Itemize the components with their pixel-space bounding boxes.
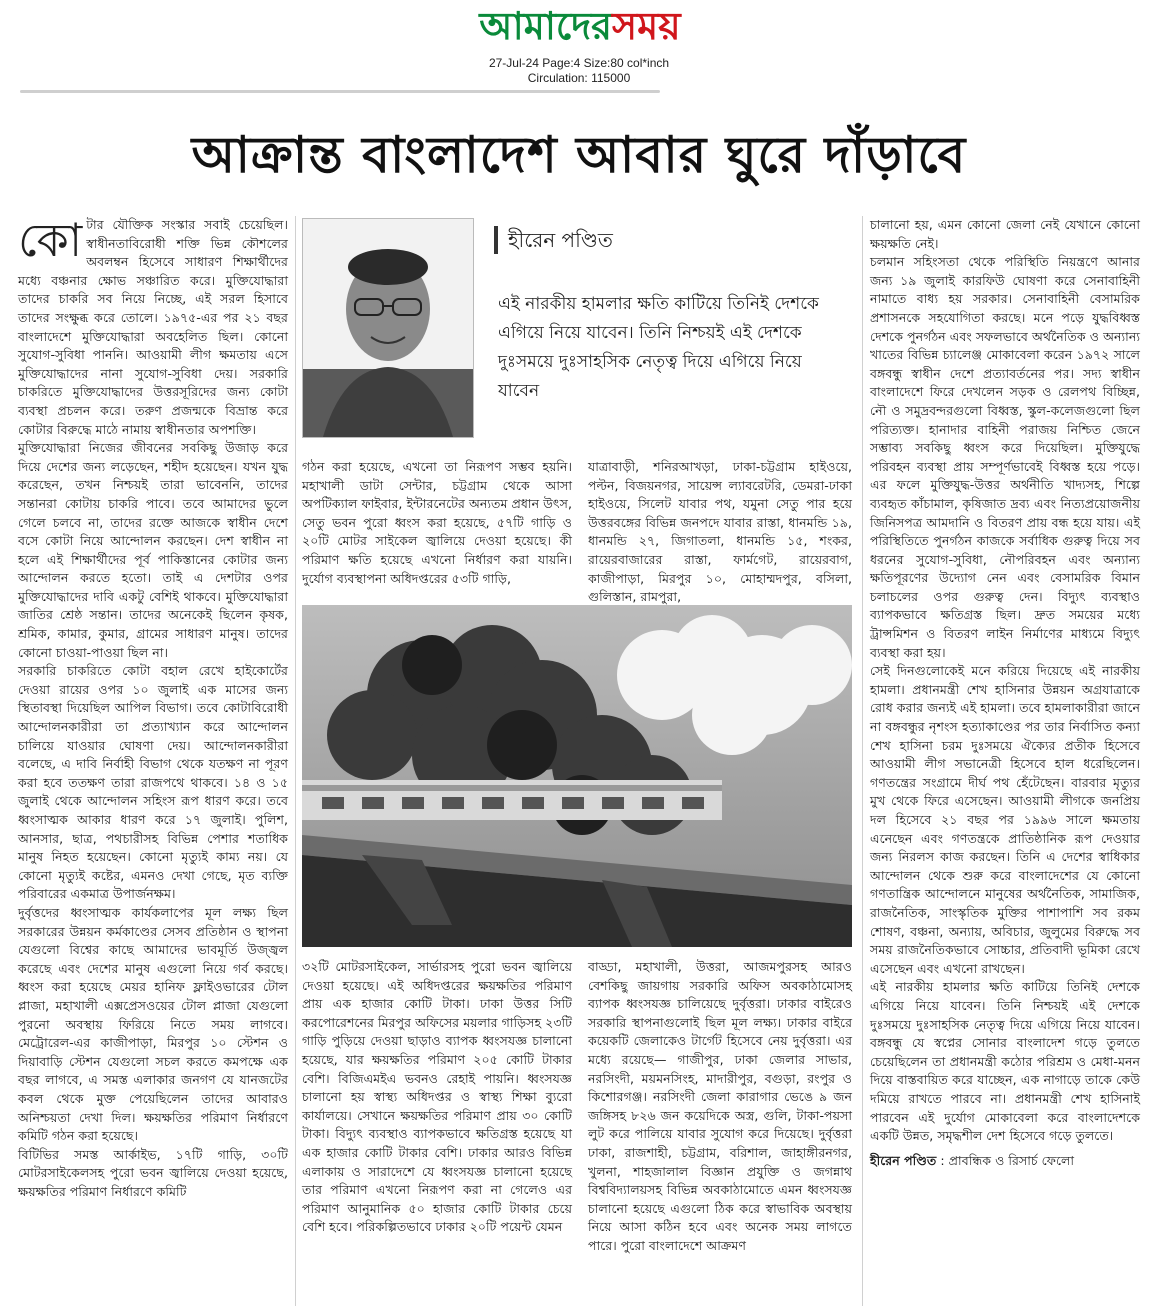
paragraph-text: টার যৌক্তিক সংস্কার সবাই চেয়েছিল। স্বাধীনতাবিরোধী শক্তি ভিন্ন কৌশলের অবলম্বন হিসেবে সাধারণ শিক্ষার্থীদের মধ্যে বঞ্চনার ক্ষোভ সঞ্চারিত করে। মুক্তিযোদ্ধারা তাদের চাকরি সব নিয়ে নিচ্ছে, এই সরল হিসাবে তাদের সংক্ষুব্ধ করে তোলে। ১৯৭৫-এর পর ২১ বছর বাংলাদেশে মুক্তিযোদ্ধারা অবহেলিত ছিল। কোনো সুযোগ-সুবিধা পাননি। আওয়ামী লীগ ক্ষমতায় এসে মুক্তিযোদ্ধাদের নানা সুযোগ-সুবিধা দেয়। সরকারি চাকরিতে মুক্তিযোদ্ধাদের উত্তরসূরিদের জন্য কোটা ব্যবস্থা প্রচলন করে। তরুণ প্রজন্মকে বিভ্রান্ত করে কোটার বিরুদ্ধে মাঠে নামায় স্বাধীনতার অপশক্তি।: [18, 217, 288, 437]
article-paragraph: চলমান সহিংসতা থেকে পরিস্থিতি নিয়ন্ত্রণে আনার জন্য ১৯ জুলাই কারফিউ ঘোষণা করে সেনাবাহিনী নামাতে বাধ্য হয় সরকার। সেনাবাহিনী বেসামরিক প্রশাসনকে সহযোগিতা করছে। মনে পড়ে যুদ্ধবিধ্বস্ত দেশকে পুনর্গঠন এবং সফলভাবে অর্থনৈতিক ও অন্যান্য খাতের বিভিন্ন চ্যালেঞ্জ মোকাবেলা করেন ১৯৭২ সালে বঙ্গবন্ধু স্বাধীন দেশে প্রত্যাবর্তনের পর। সদ্য স্বাধীন বাংলাদেশে ফিরে দেখলেন সড়ক ও রেলপথ বিচ্ছিন্ন, নৌ ও সমুদ্রবন্দরগুলো বিধ্বস্ত, স্কুল-কলেজগুলো ছিল পরিত্যক্ত। হানাদার বাহিনী পরাজয় নিশ্চিত জেনে সম্ভাব্য সবকিছু ধ্বংস করে দিয়েছিল। মুক্তিযুদ্ধে পরিবহন ব্যবস্থা প্রায় সম্পূর্ণভাবেই বিধ্বস্ত হয়ে পড়ে। এর ফলে মুক্তিযুদ্ধ-উত্তর অর্থনীতি খাদ্যসহ, শিল্পে ব্যবহৃত কাঁচামাল, কৃষিজাত দ্রব্য এবং নিত্যপ্রয়োজনীয় জিনিসপত্র আমদানি ও বিতরণ প্রায় বন্ধ হয়ে যায়। এই পরিস্থিতিতে পুনর্গঠন কাজকে সর্বাধিক গুরুত্ব দিয়ে সব ধরনের সুযোগ-সুবিধা, নৌপরিবহন এবং অন্যান্য ক্ষতিপূরণের উদ্যোগ নেন এবং বেসামরিক বিমান চলাচলের ওপর গুরুত্ব দেন। বিদ্যুৎ ব্যবস্থাও ব্যাপকভাবে ক্ষতিগ্রস্ত ছিল। দ্রুত সময়ের মধ্যে ট্রান্সমিশন ও বিতরণ লাইন নির্মাণের মাধ্যমে বিদ্যুৎ ব্যবস্থা করা হয়।: [870, 254, 1140, 660]
article-column-3-top: [588, 458, 852, 605]
article-paragraph: সেই দিনগুলোকেই মনে করিয়ে দিয়েছে এই নারকীয় হামলা। প্রধানমন্ত্রী শেখ হাসিনার উন্নয়ন অগ্রযাত্রাকে রোধ করার জন্যই এই হামলা। তবে হামলাকারীরা জানে না বঙ্গবন্ধুর নৃশংস হত্যাকাণ্ডের পর তার নির্বাসিত কন্যা শেখ হাসিনা চরম দুঃসময়ে ঐক্যের প্রতীক হিসেবে আওয়ামী লীগ সভানেত্রী হিসেবে হাল ধরেছিলেন। গণতন্ত্রের সংগ্রামে দীর্ঘ পথ হেঁটেছেন। বারবার মৃত্যুর মুখ থেকে ফিরে এসেছেন। আওয়ামী লীগকে জনপ্রিয় দল হিসেবে ২১ বছর পর ১৯৯৬ সালে ক্ষমতায় এনেছেন এবং গণতন্ত্রকে প্রাতিষ্ঠানিক রূপ দেওয়ার জন্য নিরলস কাজ করছেন। তিনি এ দেশের স্বাধিকার আন্দোলন থেকে শুরু করে বাংলাদেশের যে কোনো গণতান্ত্রিক আন্দোলনে মানুষের অর্থনৈতিক, সামাজিক, রাজনৈতিক, সাংস্কৃতিক মুক্তির পাশাপাশি সব রকম শোষণ, বঞ্চনা, অন্যায়, অবিচার, জুলুমের বিরুদ্ধে সব সময় রাজনৈতিকভাবে সোচ্চার, প্রতিবাদী ভূমিকা রেখে এসেছেন এবং এখনো রাখছেন।: [870, 663, 1140, 976]
article-paragraph: মুক্তিযোদ্ধারা নিজের জীবনের সবকিছু উজাড় করে দিয়ে দেশের জন্য লড়েছেন, শহীদ হয়েছেন। যখন যুদ্ধ করেছেন, তখন নিশ্চয়ই তারা ভাবেননি, তাদের সন্তানরা কোটায় চাকরি পাবে। তবে আমাদের ভুলে গেলে চলবে না, তাদের রক্তে আজকে স্বাধীন দেশে বসে কোটা নিয়ে আন্দোলন করছেন। দেশ স্বাধীন না হলে এই শিক্ষার্থীদের পূর্ব পাকিস্তানের কোটার জন্য আন্দোলন করতে হতো। তাই এ দেশটার ওপর মুক্তিযোদ্ধাদের দাবি একটু বেশিই থাকবে। মুক্তিযোদ্ধারা জাতির শ্রেষ্ঠ সন্তান। তাদের অনেকেই ছিলেন কৃষক, শ্রমিক, কামার, কুমার, গ্রামের সাধারণ মানুষ। তাদের কোনো চাওয়া-পাওয়া ছিল না।: [18, 440, 288, 660]
byline: হীরেন পণ্ডিত: [494, 226, 613, 254]
article-headline: আক্রান্ত বাংলাদেশ আবার ঘুরে দাঁড়াবে: [191, 125, 967, 184]
article-paragraph: চালানো হয়, এমন কোনো জেলা নেই যেখানে কোনো ক্ষয়ক্ষতি নেই।: [870, 217, 1140, 251]
article-paragraph: গঠন করা হয়েছে, এখনো তা নিরূপণ সম্ভব হয়নি। মহাখালী ডাটা সেন্টার, চট্টগ্রাম থেকে আসা অপটিক্যাল ফাইবার, ইন্টারনেটের অন্যতম প্রধান উৎস, সেতু ভবন পুরো ধ্বংস করা হয়েছে, ৫৭টি গাড়ি ও ২০টি মোটর সাইকেল জ্বালিয়ে দেওয়া হয়েছে। কী পরিমাণ ক্ষতি হয়েছে এখনো নির্ধারণ করা যায়নি। দুর্যোগ ব্যবস্থাপনা অধিদপ্তরের ৫৩টি গাড়ি,: [302, 459, 572, 586]
article-column-3-bottom: [588, 958, 852, 1308]
author-role: : প্রাবন্ধিক ও রিসার্চ ফেলো: [940, 1152, 1075, 1168]
logo-part1: আমাদের: [479, 4, 612, 48]
article-paragraph: বিটিভির সমস্ত আর্কাইভ, ১৭টি গাড়ি, ৩০টি মোটরসাইকেলসহ পুরো ভবন জ্বালিয়ে দেওয়া হয়েছে, ক্ষয়ক্ষতির পরিমাণ নির্ধারণে কমিটি: [18, 1146, 288, 1199]
clipping-meta-line1: 27-Jul-24 Page:4 Size:80 col*inch: [488, 56, 670, 70]
pull-quote: এই নারকীয় হামলার ক্ষতি কাটিয়ে তিনিই দেশকে এগিয়ে নিয়ে যাবেন। তিনি নিশ্চয়ই এই দেশকে দুঃসময়ে দুঃসাহসিক নেতৃত্ব দিয়ে এগিয়ে নিয়ে যাবেন: [498, 294, 819, 401]
article-column-2-bottom: [302, 958, 572, 1308]
news-photo: [302, 605, 852, 947]
author-photo: [302, 218, 474, 438]
article-column-4: [870, 216, 1140, 1306]
article-paragraph: যাত্রাবাড়ী, শনিরআখড়া, ঢাকা-চট্টগ্রাম হাইওয়ে, পল্টন, বিজয়নগর, সায়েন্স ল্যাবরেটরি, ডেমরা-ঢাকা হাইওয়ে, সিলেট যাবার পথ, যমুনা সেতু পার হয়ে উত্তরবঙ্গের বিভিন্ন জনপদে যাবার রাস্তা, ধানমন্ডি ১৯, ধানমন্ডি ২৭, জিগাতলা, ধানমন্ডি ১৫, শংকর, রায়েরবাজারের রাস্তা, ফার্মগেট, রায়েরবাগ, কাজীপাড়া, মিরপুর ১০, মোহাম্মদপুর, বসিলা, গুলিস্তান, রামপুরা,: [588, 459, 852, 605]
author-note: [870, 1152, 1140, 1171]
clipping-meta: [0, 56, 1158, 86]
clipping-meta-line2: Circulation: 115000: [527, 71, 631, 85]
article-paragraph: সরকারি চাকরিতে কোটা বহাল রেখে হাইকোর্টের দেওয়া রায়ের ওপর ১০ জুলাই এক মাসের জন্য স্থিতাবস্থা দিয়েছিল আপিল বিভাগ। তবে কোটাবিরোধী আন্দোলনকারীরা তা প্রত্যাখ্যান করে আন্দোলন চালিয়ে যাওয়ার ঘোষণা দেয়। আন্দোলনকারীরা বলেছে, এ দাবি নির্বাহী বিভাগ থেকে যতক্ষণ না পূরণ করা হবে ততক্ষণ তারা রাজপথে থাকবে। ১৪ ও ১৫ জুলাই থেকে আন্দোলন সহিংস রূপ ধারণ করে। তবে ধ্বংসাত্মক আকার ধারণ করে ১৭ জুলাই। পুলিশ, আনসার, ছাত্র, পথচারীসহ বিভিন্ন পেশার শতাধিক মানুষ নিহত হয়েছেন। কোনো মৃত্যুই কাম্য নয়। যে কোনো মৃত্যুই কষ্টের, এমনও দেখা গেছে, মৃত ব্যক্তি পরিবারের একমাত্র উপার্জনক্ষম।: [18, 663, 288, 902]
masthead-divider: [20, 90, 660, 93]
article-paragraph: বাড্ডা, মহাখালী, উত্তরা, আজমপুরসহ আরও বেশকিছু জায়গায় সরকারি অফিস অবকাঠামোসহ ব্যাপক ধ্বংসযজ্ঞ চালিয়েছে দুর্বৃত্তরা। ঢাকার বাইরেও সরকারি স্থাপনাগুলোই ছিল মূল লক্ষ্য। ঢাকার বাইরে কয়েকটি জেলাকেও টার্গেট হিসেবে নেয় দুর্বৃত্তরা। এর মধ্যে রয়েছে— গাজীপুর, ঢাকা জেলার সাভার, নরসিংদী, ময়মনসিংহ, মাদারীপুর, বগুড়া, রংপুর ও কিশোরগঞ্জ। নরসিংদী জেলা কারাগার ভেঙে ৯ জন জঙ্গিসহ ৮২৬ জন কয়েদিকে অস্ত্র, গুলি, টাকা-পয়সা লুট করে পালিয়ে যাবার সুযোগ করে দিয়েছে। দুর্বৃত্তরা ঢাকা, রাজশাহী, চট্টগ্রাম, বরিশাল, জাহাঙ্গীরনগর, খুলনা, শাহজালাল বিজ্ঞান প্রযুক্তি ও জগন্নাথ বিশ্ববিদ্যালয়সহ বিভিন্ন অবকাঠামোতে এমন ধ্বংসযজ্ঞ চালানো হয়েছে এগুলো ঠিক করে স্বাভাবিক অবস্থায় নিয়ে আসা কঠিন হবে এবং অনেক সময় লাগতে পারে। পুরো বাংলাদেশে আক্রমণ: [588, 959, 852, 1253]
article-column-1: [18, 213, 288, 1306]
newspaper-logo: [440, 4, 720, 48]
article-paragraph: দুর্বৃত্তদের ধ্বংসাত্মক কার্যকলাপের মূল লক্ষ্য ছিল সরকারের উন্নয়ন কর্মকাণ্ডের সেসব প্রতিষ্ঠান ও স্থাপনা যেগুলো বিশ্বের কাছে আমাদের ভাবমূর্তি উজ্জ্বল করেছে এবং দেশের মানুষ এগুলো নিয়ে গর্ব করছে। ধ্বংস করা হয়েছে মেয়র হানিফ ফ্লাইওভারের টোল প্লাজা, মহাখালী এক্সপ্রেসওয়ের টোল প্লাজা যেগুলো পুরনো অবস্থায় ফিরিয়ে নিতে সময় লাগবে। মেট্রোরেল-এর কাজীপাড়া, মিরপুর ১০ স্টেশন ও দিয়াবাড়ি স্টেশন যেগুলো সচল করতে কমপক্ষে এক বছর লাগবে, এ সমস্ত এলাকার জনগণ যে যানজটের কবল থেকে মুক্ত পেয়েছিলেন তাদের আবারও অনিশ্চয়তা দেখা দিল। ক্ষয়ক্ষতির পরিমাণ নির্ধারণে কমিটি গঠন করা হয়েছে।: [18, 904, 288, 1144]
article-paragraph: এই নারকীয় হামলার ক্ষতি কাটিয়ে তিনিই দেশকে এগিয়ে নিয়ে যাবেন। তিনি নিশ্চয়ই এই দেশকে দুঃসময়ে দুঃসাহসিক নেতৃত্ব দিয়ে এগিয়ে নিয়ে যাবেন। বঙ্গবন্ধু যে স্বপ্নের সোনার বাংলাদেশ গড়ে তুলতে চেয়েছিলেন তা প্রধানমন্ত্রী কঠোর পরিশ্রম ও মেধা-মনন দিয়ে বাস্তবায়িত করে যাচ্ছেন, এক নাগাড়ে তাকে কেউ দমিয়ে রাখতে পারবে না। প্রধানমন্ত্রী শেখ হাসিনাই পারবেন এই দুর্যোগ মোকাবেলা করে বাংলাদেশকে একটি উন্নত, সমৃদ্ধশীল দেশ হিসেবে গড়ে তুলতে।: [870, 979, 1140, 1144]
author-name: হীরেন পণ্ডিত: [870, 1152, 937, 1168]
logo-part2: সময়: [612, 4, 681, 48]
dropcap: কো: [18, 213, 83, 267]
article-column-2-top: [302, 458, 572, 588]
article-paragraph: ৩২টি মোটরসাইকেল, সার্ভারসহ পুরো ভবন জ্বালিয়ে দেওয়া হয়েছে। এই অধিদপ্তরের ক্ষয়ক্ষতির পরিমাণ প্রায় এক হাজার কোটি টাকা। ঢাকা উত্তর সিটি করপোরেশনের মিরপুর অফিসের ময়লার গাড়িসহ ২৩টি গাড়ি পুড়িয়ে দেওয়া ছাড়াও ব্যাপক ধ্বংসযজ্ঞ চালানো হয়েছে, যার ক্ষয়ক্ষতির পরিমাণ ২০৫ কোটি টাকার বেশি। বিজিএমইএ ভবনও রেহাই পায়নি। ধ্বংসযজ্ঞ চালানো হয় স্বাস্থ্য অধিদপ্তর ও স্বাস্থ্য শিক্ষা ব্যুরো কার্যালয়ে। সেখানে ক্ষয়ক্ষতির পরিমাণ প্রায় ৩০ কোটি টাকা। বিদ্যুৎ ব্যবস্থাও ব্যাপকভাবে ক্ষতিগ্রস্ত হয়েছে যা এক হাজার কোটি টাকার বেশি। ঢাকার আরও বিভিন্ন এলাকায় ও সারাদেশে যে ধ্বংসযজ্ঞ চালানো হয়েছে তার পরিমাণ এখনো নিরূপণ করা না গেলেও এর পরিমাণ আনুমানিক ৫০ হাজার কোটি টাকার চেয়ে বেশি হবে। পরিকল্পিতভাবে ঢাকার ২০টি পয়েন্ট যেমন: [302, 959, 572, 1235]
column-divider: [862, 216, 863, 1306]
article-paragraph: [18, 213, 288, 439]
column-divider: [295, 216, 296, 1306]
